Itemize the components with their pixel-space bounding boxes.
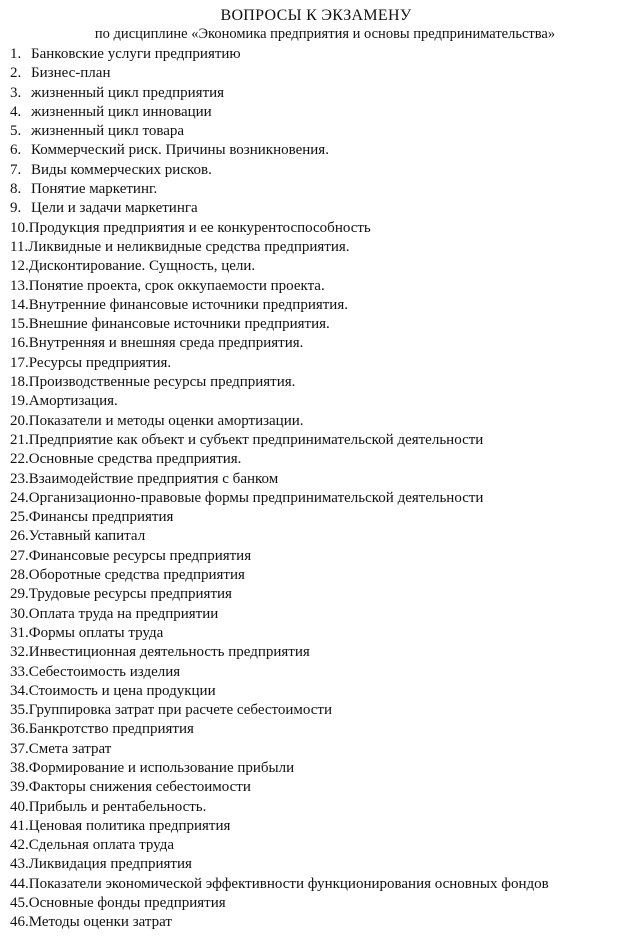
question-text: Виды коммерческих рисков. xyxy=(31,161,212,178)
question-item xyxy=(10,431,549,450)
question-item xyxy=(10,624,549,643)
question-number: 38. xyxy=(10,759,29,776)
question-item xyxy=(10,373,549,392)
question-item xyxy=(10,334,549,353)
question-text: Инвестиционная деятельность предприятия xyxy=(28,644,310,661)
question-number: 36. xyxy=(10,721,29,738)
question-number: 19. xyxy=(10,393,29,410)
question-text: Методы оценки затрат xyxy=(28,914,172,931)
question-text: Формирование и использование прибыли xyxy=(28,759,295,776)
question-item xyxy=(10,508,549,527)
question-number: 28. xyxy=(10,567,29,584)
question-number: 11. xyxy=(10,238,29,255)
question-text: Ресурсы предприятия. xyxy=(28,354,172,371)
question-number: 43. xyxy=(10,856,29,873)
question-text: Группировка затрат при расчете себестоимости xyxy=(28,702,333,719)
question-text: Уставный капитал xyxy=(28,528,146,545)
question-item xyxy=(10,720,549,739)
question-item xyxy=(10,836,549,855)
question-number: 4. xyxy=(10,103,22,120)
question-number: 18. xyxy=(10,374,29,391)
question-text: Коммерческий риск. Причины возникновения. xyxy=(31,142,329,159)
question-number: 30. xyxy=(10,605,29,622)
question-text: Факторы снижения себестоимости xyxy=(28,779,251,796)
question-text: Дисконтирование. Сущность, цели. xyxy=(28,258,256,275)
question-number: 6. xyxy=(10,142,22,159)
question-number: 20. xyxy=(10,412,29,429)
question-item xyxy=(10,354,549,373)
question-text: Показатели и методы оценки амортизации. xyxy=(28,412,304,429)
question-number: 31. xyxy=(10,624,29,641)
question-number: 24. xyxy=(10,489,29,506)
question-text: Финансы предприятия xyxy=(28,509,174,526)
question-number: 35. xyxy=(10,702,29,719)
question-number: 40. xyxy=(10,798,29,815)
question-number: 32. xyxy=(10,644,29,661)
question-item xyxy=(10,643,549,662)
question-item xyxy=(10,701,549,720)
question-number: 25. xyxy=(10,509,29,526)
question-item xyxy=(10,817,549,836)
question-item xyxy=(10,277,549,296)
question-item xyxy=(10,682,549,701)
question-item xyxy=(10,161,549,180)
question-item xyxy=(10,663,549,682)
question-item xyxy=(10,547,549,566)
question-number: 16. xyxy=(10,335,29,352)
question-number: 5. xyxy=(10,123,22,140)
question-text: Продукция предприятия и ее конкурентоспособность xyxy=(28,219,371,236)
question-number: 23. xyxy=(10,470,29,487)
question-number: 29. xyxy=(10,586,29,603)
question-text: Понятие проекта, срок оккупаемости проекта. xyxy=(28,277,325,294)
question-number: 45. xyxy=(10,895,29,912)
question-text: Оплата труда на предприятии xyxy=(28,605,219,622)
question-number: 7. xyxy=(10,161,22,178)
question-text: Ликвидация предприятия xyxy=(28,856,192,873)
question-number: 33. xyxy=(10,663,29,680)
question-item xyxy=(10,566,549,585)
question-text: жизненный цикл товара xyxy=(31,123,185,140)
question-item xyxy=(10,238,549,257)
question-text: Производственные ресурсы предприятия. xyxy=(28,374,296,391)
question-item xyxy=(10,199,549,218)
question-number: 22. xyxy=(10,451,29,468)
question-item xyxy=(10,412,549,431)
question-text: Внешние финансовые источники предприятия. xyxy=(28,316,330,333)
question-number: 27. xyxy=(10,547,29,564)
question-number: 37. xyxy=(10,740,29,757)
question-text: Ликвидные и неликвидные средства предприятия. xyxy=(28,238,350,255)
question-number: 9. xyxy=(10,200,22,217)
question-number: 13. xyxy=(10,277,29,294)
document-title: ВОПРОСЫ К ЭКЗАМЕНУ xyxy=(220,7,412,24)
question-number: 1. xyxy=(10,46,22,62)
question-number: 34. xyxy=(10,682,29,699)
question-item xyxy=(10,296,549,315)
question-item xyxy=(10,315,549,334)
question-item xyxy=(10,257,549,276)
question-text: Понятие маркетинг. xyxy=(31,181,158,198)
question-text: Цели и задачи маркетинга xyxy=(31,200,198,217)
question-number: 42. xyxy=(10,837,29,854)
question-item xyxy=(10,122,549,141)
question-item xyxy=(10,141,549,160)
question-item xyxy=(10,894,549,913)
question-item xyxy=(10,527,549,546)
question-text: жизненный цикл инновации xyxy=(31,103,212,120)
question-number: 39. xyxy=(10,779,29,796)
question-item xyxy=(10,798,549,817)
question-item xyxy=(10,470,549,489)
question-item xyxy=(10,103,549,122)
question-text: Показатели экономической эффективности функционирования основных фондов xyxy=(28,875,549,892)
question-text: жизненный цикл предприятия xyxy=(31,84,225,101)
question-item xyxy=(10,855,549,874)
question-number: 8. xyxy=(10,181,22,198)
question-text: Амортизация. xyxy=(28,393,118,410)
question-number: 44. xyxy=(10,875,29,892)
question-item xyxy=(10,875,549,894)
question-item xyxy=(10,913,549,932)
question-item xyxy=(10,84,549,103)
question-number: 14. xyxy=(10,296,29,313)
question-text: Формы оплаты труда xyxy=(28,624,164,641)
question-text: Внутренние финансовые источники предприятия. xyxy=(28,296,348,313)
question-text: Ценовая политика предприятия xyxy=(28,817,231,834)
question-text: Трудовые ресурсы предприятия xyxy=(28,586,232,603)
question-text: Банкротство предприятия xyxy=(28,721,194,738)
question-item xyxy=(10,759,549,778)
question-number: 2. xyxy=(10,65,22,82)
question-text: Бизнес-план xyxy=(31,65,111,82)
question-text: Основные фонды предприятия xyxy=(28,895,226,912)
question-text: Организационно-правовые формы предпринимательской деятельности xyxy=(28,489,484,506)
question-item xyxy=(10,585,549,604)
question-text: Стоимость и цена продукции xyxy=(28,682,216,699)
question-item xyxy=(10,740,549,759)
question-number: 12. xyxy=(10,258,29,275)
question-text: Финансовые ресурсы предприятия xyxy=(28,547,252,564)
question-text: Смета затрат xyxy=(28,740,112,757)
question-number: 3. xyxy=(10,84,22,101)
question-number: 41. xyxy=(10,817,29,834)
question-text: Банковские услуги предприятию xyxy=(31,46,241,62)
question-number: 15. xyxy=(10,316,29,333)
question-number: 21. xyxy=(10,431,29,448)
question-list xyxy=(10,45,549,933)
question-text: Предприятие как объект и субъект предпринимательской деятельности xyxy=(28,431,484,448)
question-text: Себестоимость изделия xyxy=(28,663,181,680)
question-text: Внутренняя и внешняя среда предприятия. xyxy=(28,335,304,352)
question-number: 17. xyxy=(10,354,29,371)
question-item xyxy=(10,219,549,238)
question-text: Прибыль и рентабельность. xyxy=(28,798,207,815)
question-number: 10. xyxy=(10,219,29,236)
question-number: 26. xyxy=(10,528,29,545)
question-number: 46. xyxy=(10,914,29,931)
document-subtitle: по дисциплине «Экономика предприятия и основы предпринимательства» xyxy=(94,26,556,42)
question-item xyxy=(10,180,549,199)
question-item xyxy=(10,45,549,64)
question-item xyxy=(10,64,549,83)
question-item xyxy=(10,392,549,411)
question-item xyxy=(10,489,549,508)
question-item xyxy=(10,605,549,624)
question-item xyxy=(10,778,549,797)
question-text: Сдельная оплата труда xyxy=(28,837,175,854)
question-item xyxy=(10,450,549,469)
question-text: Оборотные средства предприятия xyxy=(28,567,245,584)
question-text: Основные средства предприятия. xyxy=(28,451,242,468)
question-text: Взаимодействие предприятия с банком xyxy=(28,470,279,487)
